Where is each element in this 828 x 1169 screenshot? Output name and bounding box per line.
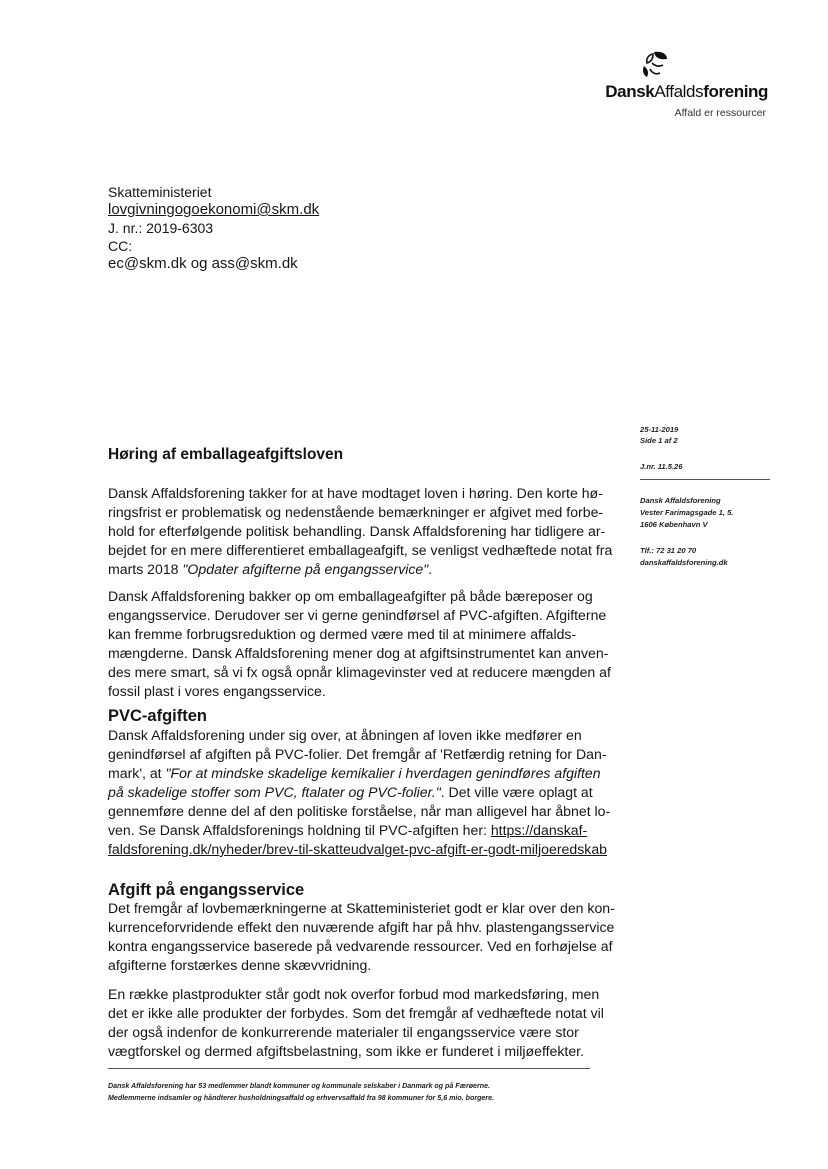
text-line: genindførsel af afgiften på PVC-folier. Det fremgår af 'Retfærdig retning for Dan- (108, 746, 607, 762)
heading-engangsservice: Afgift på engangsservice (108, 881, 305, 899)
side-address1: Vester Farimagsgade 1, 5. (640, 508, 734, 517)
side-date: 25-11-2019 (640, 425, 679, 434)
text-line: gennemføre denne del af den politiske forståelse, når man alligevel har åbnet lo- (108, 803, 611, 819)
text-line: på skadelige stoffer som PVC, ftalater og PVC-folier.". Det ville være oplagt at (108, 784, 593, 800)
text-line: hold for efterfølgende politisk behandling. Dansk Affaldsforening har tidligere ar- (108, 523, 606, 539)
text-line: bejdet for en mere differentieret emballageafgift, se venligst vedhæftede notat fra (108, 542, 613, 558)
text-line: mængderne. Dansk Affaldsforening mener dog at afgiftsinstrumentet kan anven- (108, 645, 609, 661)
heading-pvc: PVC-afgiften (108, 707, 207, 725)
text-line: engangsservice. Derudover ser vi gerne genindførsel af PVC-afgiften. Afgifterne (108, 607, 607, 623)
logo-tagline: Affald er ressourcer (674, 107, 766, 119)
side-page: Side 1 af 2 (640, 436, 678, 445)
logo (598, 50, 778, 120)
paragraph-support (108, 587, 611, 701)
text-line: kurrenceforvridende effekt den nuværende afgift har på hhv. plastengangsservice (108, 919, 615, 935)
cc-label: CC: (108, 238, 133, 254)
text-line: det er ikke alle produkter der forbydes. Som det fremgår af vedhæftede notat vil (108, 1005, 604, 1021)
recipient-org: Skatteministeriet (108, 184, 212, 200)
side-divider (640, 479, 770, 480)
side-web: danskaffaldsforening.dk (640, 558, 728, 567)
text-line: Dansk Affaldsforening takker for at have modtaget loven i høring. Den korte hø- (108, 485, 603, 501)
cc-emails: ec@skm.dk og ass@skm.dk (108, 255, 298, 272)
paragraph-competition (108, 899, 615, 975)
leaf-logo-icon (638, 50, 670, 82)
text-line: Det fremgår af lovbemærkningerne at Skatteministeriet godt er klar over den kon- (108, 900, 615, 916)
side-address2: 1606 København V (640, 520, 708, 529)
text-line: mark', at "For at mindske skadelige kemikalier i hverdagen genindføres afgiften (108, 765, 601, 781)
footer-line: Dansk Affaldsforening har 53 medlemmer blandt kommuner og kommunale selskaber i Danmark og på Færøerne. (108, 1082, 490, 1090)
paragraph-products (108, 985, 604, 1061)
text-line: des mere smart, så vi fx også opnår klimagevinster ved at reducere mængden af (108, 664, 611, 680)
recipient-jnr: J. nr.: 2019-6303 (108, 220, 214, 236)
text-line: Dansk Affaldsforening under sig over, at åbningen af loven ikke medfører en (108, 727, 582, 743)
text-line: kontra engangsservice baserede på vedvarende ressourcer. Ved en forhøjelse af (108, 938, 613, 954)
footer (108, 1080, 494, 1104)
text-line: En række plastprodukter står godt nok overfor forbud mod markedsføring, men (108, 986, 600, 1002)
side-org: Dansk Affaldsforening (640, 496, 721, 505)
text-line: marts 2018 "Opdater afgifterne på engangsservice". (108, 561, 433, 577)
text-line: ringsfrist er problematisk og nedenstående bemærkninger er afgivet med forbe- (108, 504, 604, 520)
pvc-link-part2[interactable]: faldsforening.dk/nyheder/brev-til-skatteudvalget-pvc-afgift-er-godt-miljoeredskab (108, 841, 607, 857)
text-line: fossil plast i vores engangsservice. (108, 683, 326, 699)
pvc-link-part1[interactable]: https://danskaf- (490, 822, 588, 838)
text-line: afgifterne forstærkes denne skævvridning. (108, 957, 372, 973)
side-phone: Tlf.: 72 31 20 70 (640, 546, 697, 555)
recipient-email-link[interactable]: lovgivningogoekonomi@skm.dk (108, 201, 320, 218)
page-title: Høring af emballageafgiftsloven (108, 446, 344, 463)
text-line: der også indenfor de konkurrerende materialer til engangsservice være stor (108, 1024, 579, 1040)
logo-name: DanskAffaldsforening (605, 82, 768, 101)
text-line: ven. Se Dansk Affaldsforenings holdning til PVC-afgiften her: https://danskaf- (108, 822, 588, 838)
text-line: kan fremme forbrugsreduktion og dermed være med til at minimere affalds- (108, 626, 577, 642)
footer-divider (108, 1068, 590, 1069)
text-line: Dansk Affaldsforening bakker op om emballageafgifter på både bæreposer og (108, 588, 593, 604)
recipient-address (108, 183, 319, 273)
text-line: vægtforskel og dermed afgiftsbelastning, som ikke er funderet i miljøeffekter. (108, 1043, 585, 1059)
paragraph-intro (108, 484, 613, 579)
paragraph-pvc (108, 726, 611, 859)
side-jnr: J.nr. 11.5.26 (640, 462, 683, 471)
footer-line: Medlemmerne indsamler og håndterer husholdningsaffald og erhvervsaffald fra 98 kommuner for 5,6 mio. borgere. (108, 1094, 495, 1102)
